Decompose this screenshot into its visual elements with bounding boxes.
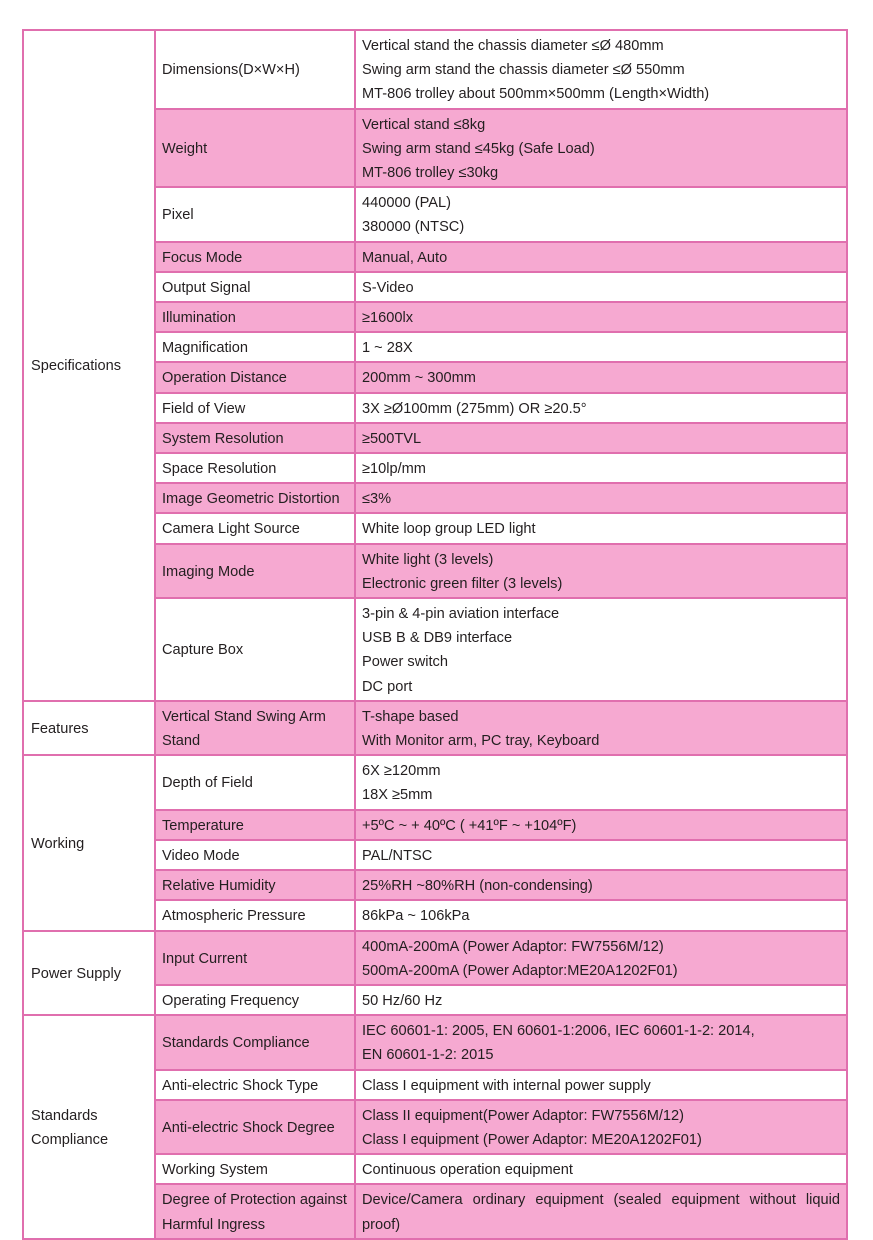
value-cell bbox=[355, 985, 847, 1015]
category-cell: Features bbox=[23, 701, 155, 755]
value-line: Manual, Auto bbox=[362, 249, 448, 266]
parameter-cell: Dimensions(D×W×H) bbox=[155, 30, 355, 109]
parameter-cell: Capture Box bbox=[155, 598, 355, 701]
value-line: Continuous operation equipment bbox=[362, 1162, 573, 1179]
parameter-cell: Weight bbox=[155, 109, 355, 188]
value-cell bbox=[355, 362, 847, 392]
value-cell bbox=[355, 900, 847, 930]
value-cell bbox=[355, 30, 847, 109]
value-line: Power switch bbox=[362, 654, 448, 671]
value-cell bbox=[355, 840, 847, 870]
value-line: MT-806 trolley about 500mm×500mm (Length×Width) bbox=[362, 86, 710, 103]
value-line: Class I equipment (Power Adaptor: ME20A1202F01) bbox=[362, 1131, 702, 1148]
value-cell bbox=[355, 242, 847, 272]
value-line: Swing arm stand the chassis diameter ≤Ø 550mm bbox=[362, 62, 685, 79]
category-cell: Standards Compliance bbox=[23, 1015, 155, 1239]
value-line: 25%RH ~80%RH (non-condensing) bbox=[362, 878, 593, 895]
value-cell bbox=[355, 109, 847, 188]
value-line: USB B & DB9 interface bbox=[362, 630, 513, 647]
parameter-cell: Image Geometric Distortion bbox=[155, 483, 355, 513]
parameter-cell: Temperature bbox=[155, 810, 355, 840]
value-line: 500mA-200mA (Power Adaptor:ME20A1202F01) bbox=[362, 962, 678, 979]
value-line: PAL/NTSC bbox=[362, 847, 433, 864]
value-cell bbox=[355, 1070, 847, 1100]
value-cell bbox=[355, 272, 847, 302]
value-line: DC port bbox=[362, 678, 413, 695]
value-cell bbox=[355, 755, 847, 809]
value-line: Class I equipment with internal power supply bbox=[362, 1077, 651, 1094]
parameter-cell: Vertical Stand Swing Arm Stand bbox=[155, 701, 355, 755]
category-cell: Power Supply bbox=[23, 931, 155, 1016]
value-cell bbox=[355, 931, 847, 985]
value-line: ≥10lp/mm bbox=[362, 461, 426, 478]
parameter-cell: Operating Frequency bbox=[155, 985, 355, 1015]
parameter-cell: Degree of Protection against Harmful Ingress bbox=[155, 1184, 355, 1238]
value-cell bbox=[355, 453, 847, 483]
value-cell bbox=[355, 701, 847, 755]
parameter-cell: Working System bbox=[155, 1154, 355, 1184]
value-line: IEC 60601-1: 2005, EN 60601-1:2006, IEC 60601-1-2: 2014, bbox=[362, 1023, 755, 1040]
value-cell bbox=[355, 810, 847, 840]
value-line: +5ºC ~ + 40ºC ( +41ºF ~ +104ºF) bbox=[362, 817, 577, 834]
value-line: 50 Hz/60 Hz bbox=[362, 992, 443, 1009]
specifications-table bbox=[22, 29, 848, 1240]
value-line: ≥500TVL bbox=[362, 430, 422, 447]
value-cell bbox=[355, 513, 847, 543]
value-line: 3-pin & 4-pin aviation interface bbox=[362, 606, 560, 623]
table-row bbox=[23, 701, 847, 755]
value-line: T-shape based bbox=[362, 708, 459, 725]
value-cell bbox=[355, 544, 847, 598]
parameter-cell: Video Mode bbox=[155, 840, 355, 870]
table-row bbox=[23, 1015, 847, 1069]
value-cell bbox=[355, 393, 847, 423]
value-line: 200mm ~ 300mm bbox=[362, 370, 476, 387]
parameter-cell: System Resolution bbox=[155, 423, 355, 453]
value-cell bbox=[355, 1100, 847, 1154]
parameter-cell: Depth of Field bbox=[155, 755, 355, 809]
value-line: 1 ~ 28X bbox=[362, 340, 413, 357]
value-line: White light (3 levels) bbox=[362, 551, 494, 568]
value-line: Device/Camera ordinary equipment (sealed equipment without liquid proof) bbox=[362, 1192, 840, 1233]
value-line: White loop group LED light bbox=[362, 521, 536, 538]
value-line: Swing arm stand ≤45kg (Safe Load) bbox=[362, 140, 595, 157]
parameter-cell: Operation Distance bbox=[155, 362, 355, 392]
value-cell bbox=[355, 1015, 847, 1069]
parameter-cell: Camera Light Source bbox=[155, 513, 355, 543]
value-cell bbox=[355, 423, 847, 453]
value-cell bbox=[355, 332, 847, 362]
parameter-cell: Anti-electric Shock Type bbox=[155, 1070, 355, 1100]
value-line: Class II equipment(Power Adaptor: FW7556M/12) bbox=[362, 1107, 685, 1124]
value-line: Electronic green filter (3 levels) bbox=[362, 575, 563, 592]
parameter-cell: Magnification bbox=[155, 332, 355, 362]
value-line: 6X ≥120mm bbox=[362, 763, 441, 780]
value-line: 3X ≥Ø100mm (275mm) OR ≥20.5° bbox=[362, 400, 587, 417]
value-line: 18X ≥5mm bbox=[362, 787, 433, 804]
value-line: 380000 (NTSC) bbox=[362, 219, 465, 236]
parameter-cell: Relative Humidity bbox=[155, 870, 355, 900]
value-line: ≥1600lx bbox=[362, 310, 414, 327]
value-line: 86kPa ~ 106kPa bbox=[362, 908, 470, 925]
value-line: EN 60601-1-2: 2015 bbox=[362, 1047, 494, 1064]
parameter-cell: Space Resolution bbox=[155, 453, 355, 483]
value-cell bbox=[355, 870, 847, 900]
value-line: Vertical stand ≤8kg bbox=[362, 116, 486, 133]
value-cell bbox=[355, 187, 847, 241]
parameter-cell: Imaging Mode bbox=[155, 544, 355, 598]
value-cell bbox=[355, 1154, 847, 1184]
specifications-table-body bbox=[23, 30, 847, 1239]
parameter-cell: Input Current bbox=[155, 931, 355, 985]
value-line: 440000 (PAL) bbox=[362, 195, 451, 212]
parameter-cell: Focus Mode bbox=[155, 242, 355, 272]
table-row bbox=[23, 30, 847, 109]
parameter-cell: Illumination bbox=[155, 302, 355, 332]
value-cell bbox=[355, 483, 847, 513]
parameter-cell: Anti-electric Shock Degree bbox=[155, 1100, 355, 1154]
parameter-cell: Atmospheric Pressure bbox=[155, 900, 355, 930]
category-cell: Specifications bbox=[23, 30, 155, 701]
value-line: 400mA-200mA (Power Adaptor: FW7556M/12) bbox=[362, 938, 664, 955]
value-cell bbox=[355, 302, 847, 332]
value-line: With Monitor arm, PC tray, Keyboard bbox=[362, 733, 600, 750]
value-line: S-Video bbox=[362, 279, 414, 296]
parameter-cell: Output Signal bbox=[155, 272, 355, 302]
value-cell bbox=[355, 598, 847, 701]
category-cell: Working bbox=[23, 755, 155, 930]
parameter-cell: Standards Compliance bbox=[155, 1015, 355, 1069]
parameter-cell: Pixel bbox=[155, 187, 355, 241]
value-line: MT-806 trolley ≤30kg bbox=[362, 165, 499, 182]
table-row bbox=[23, 755, 847, 809]
parameter-cell: Field of View bbox=[155, 393, 355, 423]
table-row bbox=[23, 931, 847, 985]
value-cell bbox=[355, 1184, 847, 1238]
value-line: Vertical stand the chassis diameter ≤Ø 480mm bbox=[362, 38, 664, 54]
value-line: ≤3% bbox=[362, 491, 392, 508]
